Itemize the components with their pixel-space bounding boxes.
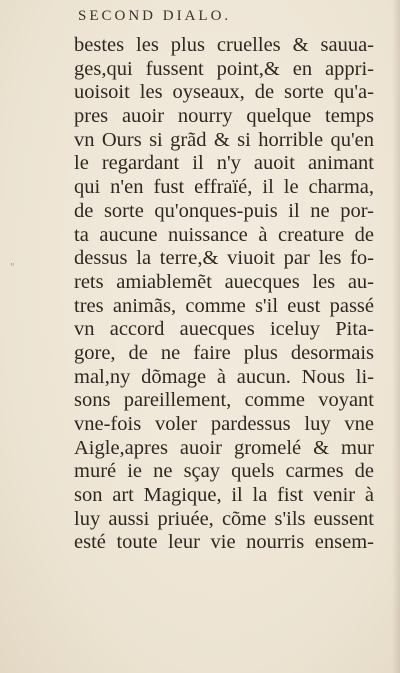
text-line: pres auoir nourry quelque temps (74, 105, 374, 128)
text-line: dessus la terre,& viuoit par les fo- (74, 247, 374, 270)
text-line: ta aucune nuissance à creature de (74, 223, 374, 246)
text-line: muré ie ne sçay quels carmes de (74, 460, 374, 483)
text-line: rets amiablemẽt auecques les au- (74, 270, 374, 293)
text-line: sons pareillement, comme voyant (74, 389, 374, 412)
text-line: tres animãs, comme s'il eust passé (74, 294, 374, 317)
text-line: vne-fois voler pardessus luy vne (74, 413, 374, 435)
page-edge-shadow (392, 0, 400, 673)
text-line: esté toute leur vie nourris ensem- (74, 531, 374, 554)
text-line: luy aussi priuée, cõme s'ils eussent (74, 507, 374, 530)
text-line: de sorte qu'onques-puis il ne por- (74, 199, 374, 222)
text-line: bestes les plus cruelles & sauua- (74, 34, 374, 56)
margin-mark: " (10, 262, 15, 273)
text-line: le regardant il n'y auoit animant (74, 152, 374, 175)
text-line: vn Ours si grãd & si horrible qu'en (74, 128, 374, 151)
text-line: vn accord auecques iceluy Pita- (74, 318, 374, 341)
text-line: son art Magique, il la fist venir à (74, 484, 374, 507)
running-head: SECOND DIALO. (78, 8, 232, 24)
text-line: qui n'en fust effraïé, il le charma, (74, 176, 374, 199)
text-line: ges,qui fussent point,& en appri- (74, 57, 374, 80)
text-line: Aigle,apres auoir gromelé & mur (74, 436, 374, 459)
text-line: mal,ny dõmage à aucun. Nous li- (74, 365, 374, 388)
body-text (74, 34, 374, 555)
text-line: uoisoit les oyseaux, de sorte qu'a- (74, 81, 374, 104)
text-line: gore, de ne faire plus desormais (74, 341, 374, 364)
